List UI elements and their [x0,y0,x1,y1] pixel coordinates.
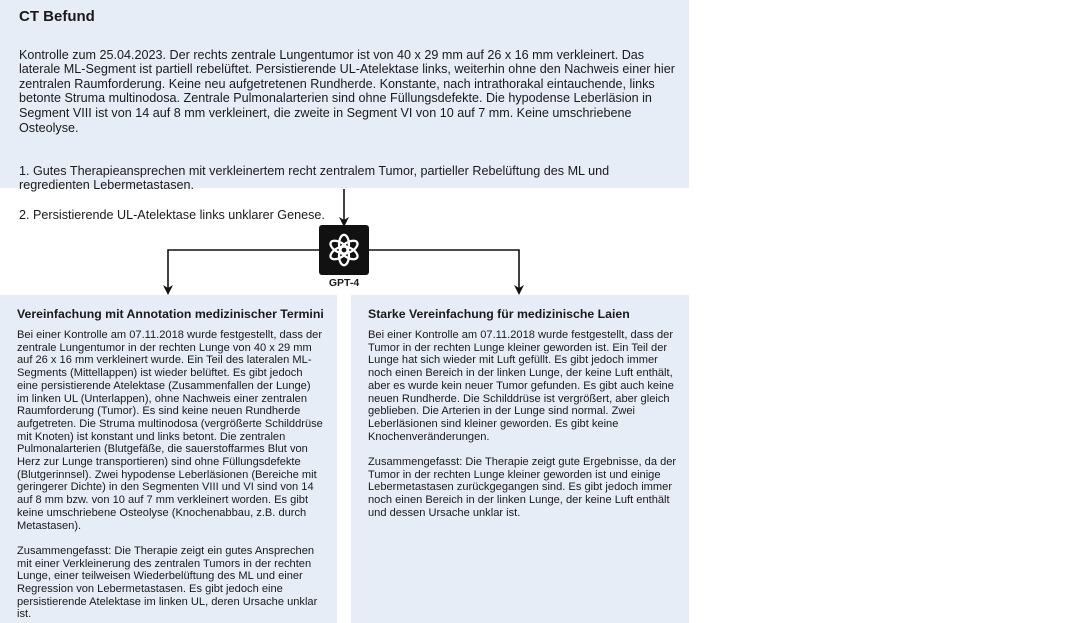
lay-simplification-panel [351,295,689,623]
annotated-simplification-panel [0,295,337,623]
annotated-simplification-summary: Zusammengefasst: Die Therapie zeigt ein gutes Ansprechen mit einer Verkleinerung des zentralen Tumors in der rechten Lunge, einer teilweisen Wiederbelüftung des ML und einer Regression von Lebermetastasen. Es gibt jedoch eine persistierende Atelektase im linken UL, deren Ursache unklar ist. [17,544,318,621]
ct-report-summary-item: 1. Gutes Therapieansprechen mit verkleinertem recht zentralem Tumor, partieller Rebelüftung des ML und regredienten Lebermetastasen. [19,163,610,193]
annotated-simplification-body [17,329,325,621]
openai-logo-icon [319,225,369,275]
ct-report-title: CT Befund [19,8,95,25]
ct-report-panel [0,0,689,222]
ct-report-body [19,33,679,237]
model-label: GPT-4 [328,277,360,289]
ct-report-findings: Kontrolle zum 25.04.2023. Der rechts zentrale Lungentumor ist von 40 x 29 mm auf 26 x 16 mm verkleinert. Das laterale ML-Segment ist partiell rebelüftet. Persistierende UL-Atelektase links, weiterhin ohne den Nachweis einer hier zentralen Raumforderung. Keine neu aufgetretenen Rundherde. Konstante, nach intrathorakal eintauchende, links betonte Struma multinodosa. Zentrale Pulmonalarterien sind ohne Füllungsdefekte. Die hypodense Leberläsion in Segment VIII ist von 14 auf 8 mm verkleinert, die zweite in Segment VI von 10 auf 7 mm. Keine umschriebene Osteolyse. [19,47,675,135]
lay-simplification-paragraph: Bei einer Kontrolle am 07.11.2018 wurde festgestellt, dass der Tumor in der rechten Lunge kleiner geworden ist. Ein Teil der Lunge hat sich wieder mit Luft gefüllt. Es gibt jedoch immer noch einen Bereich in der linken Lunge, der keine Luft enthält, aber es wurde kein neuer Tumor gefunden. Es gibt auch keine neuen Rundherde. Die Schilddrüse ist vergrößert, aber gleich geblieben. Die Arterien in der Lunge sind normal. Zwei Leberläsionen sind kleiner geworden. Es gibt keine Knochenveränderungen. [368,329,674,443]
ct-report-summary-item: 2. Persistierende UL-Atelektase links unklarer Genese. [19,207,325,222]
annotated-simplification-title: Vereinfachung mit Annotation medizinischer Termini [17,307,324,321]
lay-simplification-body [368,329,677,520]
arrow-to-right-panel [369,250,519,290]
lay-simplification-summary: Zusammengefasst: Die Therapie zeigt gute Ergebnisse, da der Tumor in der rechten Lunge kleiner geworden ist und einige Lebermetastasen zurückgegangen sind. Es gibt jedoch immer noch einen Bereich in der linken Lunge, der keine Luft enthält und dessen Ursache unklar ist. [368,456,677,519]
arrow-to-left-panel [168,250,319,290]
lay-simplification-title: Starke Vereinfachung für medizinische Laien [368,307,630,321]
annotated-simplification-paragraph: Bei einer Kontrolle am 07.11.2018 wurde festgestellt, dass der zentrale Lungentumor in der rechten Lunge von 40 x 29 mm auf 26 x 16 mm verkleinert wurde. Ein Teil des lateralen ML-Segments (Mittellappen) ist wieder belüftet. Es gibt jedoch eine persistierende Atelektase (Zusammenfallen der Lunge) im linken UL (Unterlappen), ohne Nachweis einer zentralen Raumforderung (Tumor). Es sind keine neuen Rundherde aufgetreten. Die Struma multinodosa (vergrößerte Schilddrüse mit Knoten) ist konstant und links betont. Die zentralen Pulmonalarterien (Blutgefäße, die sauerstoffarmes Blut von Herz zur Lunge transportieren) sind ohne Füllungsdefekte (Blutgerinnsel). Zwei hypodense Leberläsionen (Bereiche mit geringerer Dichte) in den Segmenten VIII und VI sind von 14 auf 8 mm bzw. von 10 auf 7 mm verkleinert worden. Es gibt keine umschriebene Osteolyse (Knochenabbau, z.B. durch Metastasen). [17,329,323,532]
